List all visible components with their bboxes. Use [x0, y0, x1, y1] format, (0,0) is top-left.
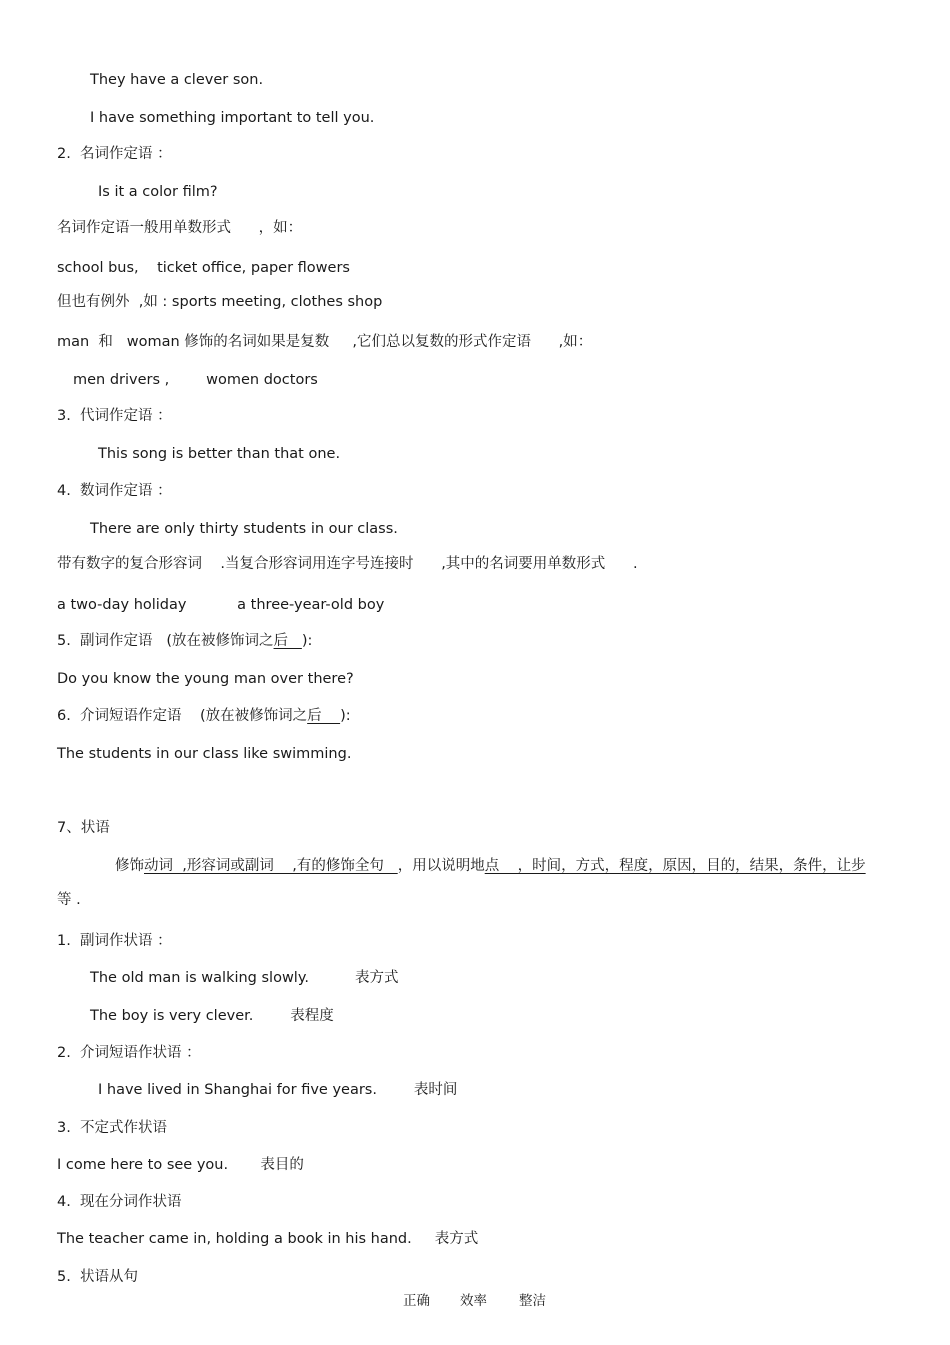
example-sentence: I come here to see you. 表目的	[57, 1157, 304, 1173]
section-heading: 3. 代词作定语 ：	[57, 408, 172, 424]
definition-part: ，用以说明地	[397, 858, 485, 874]
section-heading: 5. 状语从句	[57, 1269, 139, 1285]
example-list: school bus, ticket office, paper flowers	[57, 260, 350, 276]
definition-underlined: 点 ，时间，方式，程度，原因，目的，结果，条件，让步	[484, 858, 866, 874]
footer-word: 正确	[403, 1293, 430, 1309]
underlined-word: 后	[307, 708, 341, 724]
heading-suffix: ):	[340, 708, 351, 724]
definition-part: 修饰	[115, 858, 144, 874]
section-heading: 2. 介词短语作状语 ：	[57, 1045, 201, 1061]
heading-prefix: 6. 介词短语作定语 (放在被修饰词之	[57, 708, 308, 724]
example-list: men drivers , women doctors	[73, 372, 318, 388]
heading-suffix: ):	[301, 633, 313, 649]
example-sentence: Do you know the young man over there?	[57, 671, 354, 687]
example-sentence: The old man is walking slowly. 表方式	[90, 970, 399, 986]
rule-text: 带有数字的复合形容词 .当复合形容词用连字号连接时 ,其中的名词要用单数形式 .	[57, 556, 638, 572]
section-heading: 3. 不定式作状语	[57, 1120, 168, 1136]
example-sentence: Is it a color film?	[98, 184, 218, 200]
rule-text: man 和 woman 修饰的名词如果是复数 ,它们总以复数的形式作定语 ,如：	[57, 334, 593, 350]
section-heading	[57, 707, 351, 725]
example-sentence: I have lived in Shanghai for five years. 表时间	[98, 1082, 458, 1098]
underlined-word: 后	[273, 633, 302, 649]
section-heading: 2. 名词作定语 ：	[57, 146, 172, 162]
example-sentence: The students in our class like swimming.	[57, 746, 352, 762]
section-heading: 1. 副词作状语 ：	[57, 933, 172, 949]
footer-word: 效率	[460, 1293, 487, 1309]
example-sentence: There are only thirty students in our class.	[90, 521, 398, 537]
heading-prefix: 5. 副词作定语 (放在被修饰词之	[57, 633, 274, 649]
definition-text: 等 .	[57, 892, 81, 908]
definition-underlined: 动词 ,形容词或副词 ,有的修饰全句	[144, 858, 398, 874]
definition-text	[115, 857, 866, 875]
example-sentence: This song is better than that one.	[98, 446, 341, 462]
example-sentence: The boy is very clever. 表程度	[90, 1008, 334, 1024]
rule-text: 但也有例外 ,如 : sports meeting, clothes shop	[57, 294, 383, 310]
example-list: a two-day holiday a three-year-old boy	[57, 597, 385, 613]
section-heading: 4. 现在分词作状语	[57, 1194, 182, 1210]
example-sentence: They have a clever son.	[90, 72, 264, 88]
example-sentence: The teacher came in, holding a book in his hand. 表方式	[57, 1231, 479, 1247]
section-heading: 4. 数词作定语 ：	[57, 483, 172, 499]
chapter-heading: 7、状语	[57, 820, 110, 836]
example-sentence: I have something important to tell you.	[90, 110, 375, 126]
footer-word: 整洁	[519, 1293, 546, 1309]
section-heading	[57, 632, 312, 650]
rule-text: 名词作定语一般用单数形式 ，如：	[57, 220, 303, 236]
